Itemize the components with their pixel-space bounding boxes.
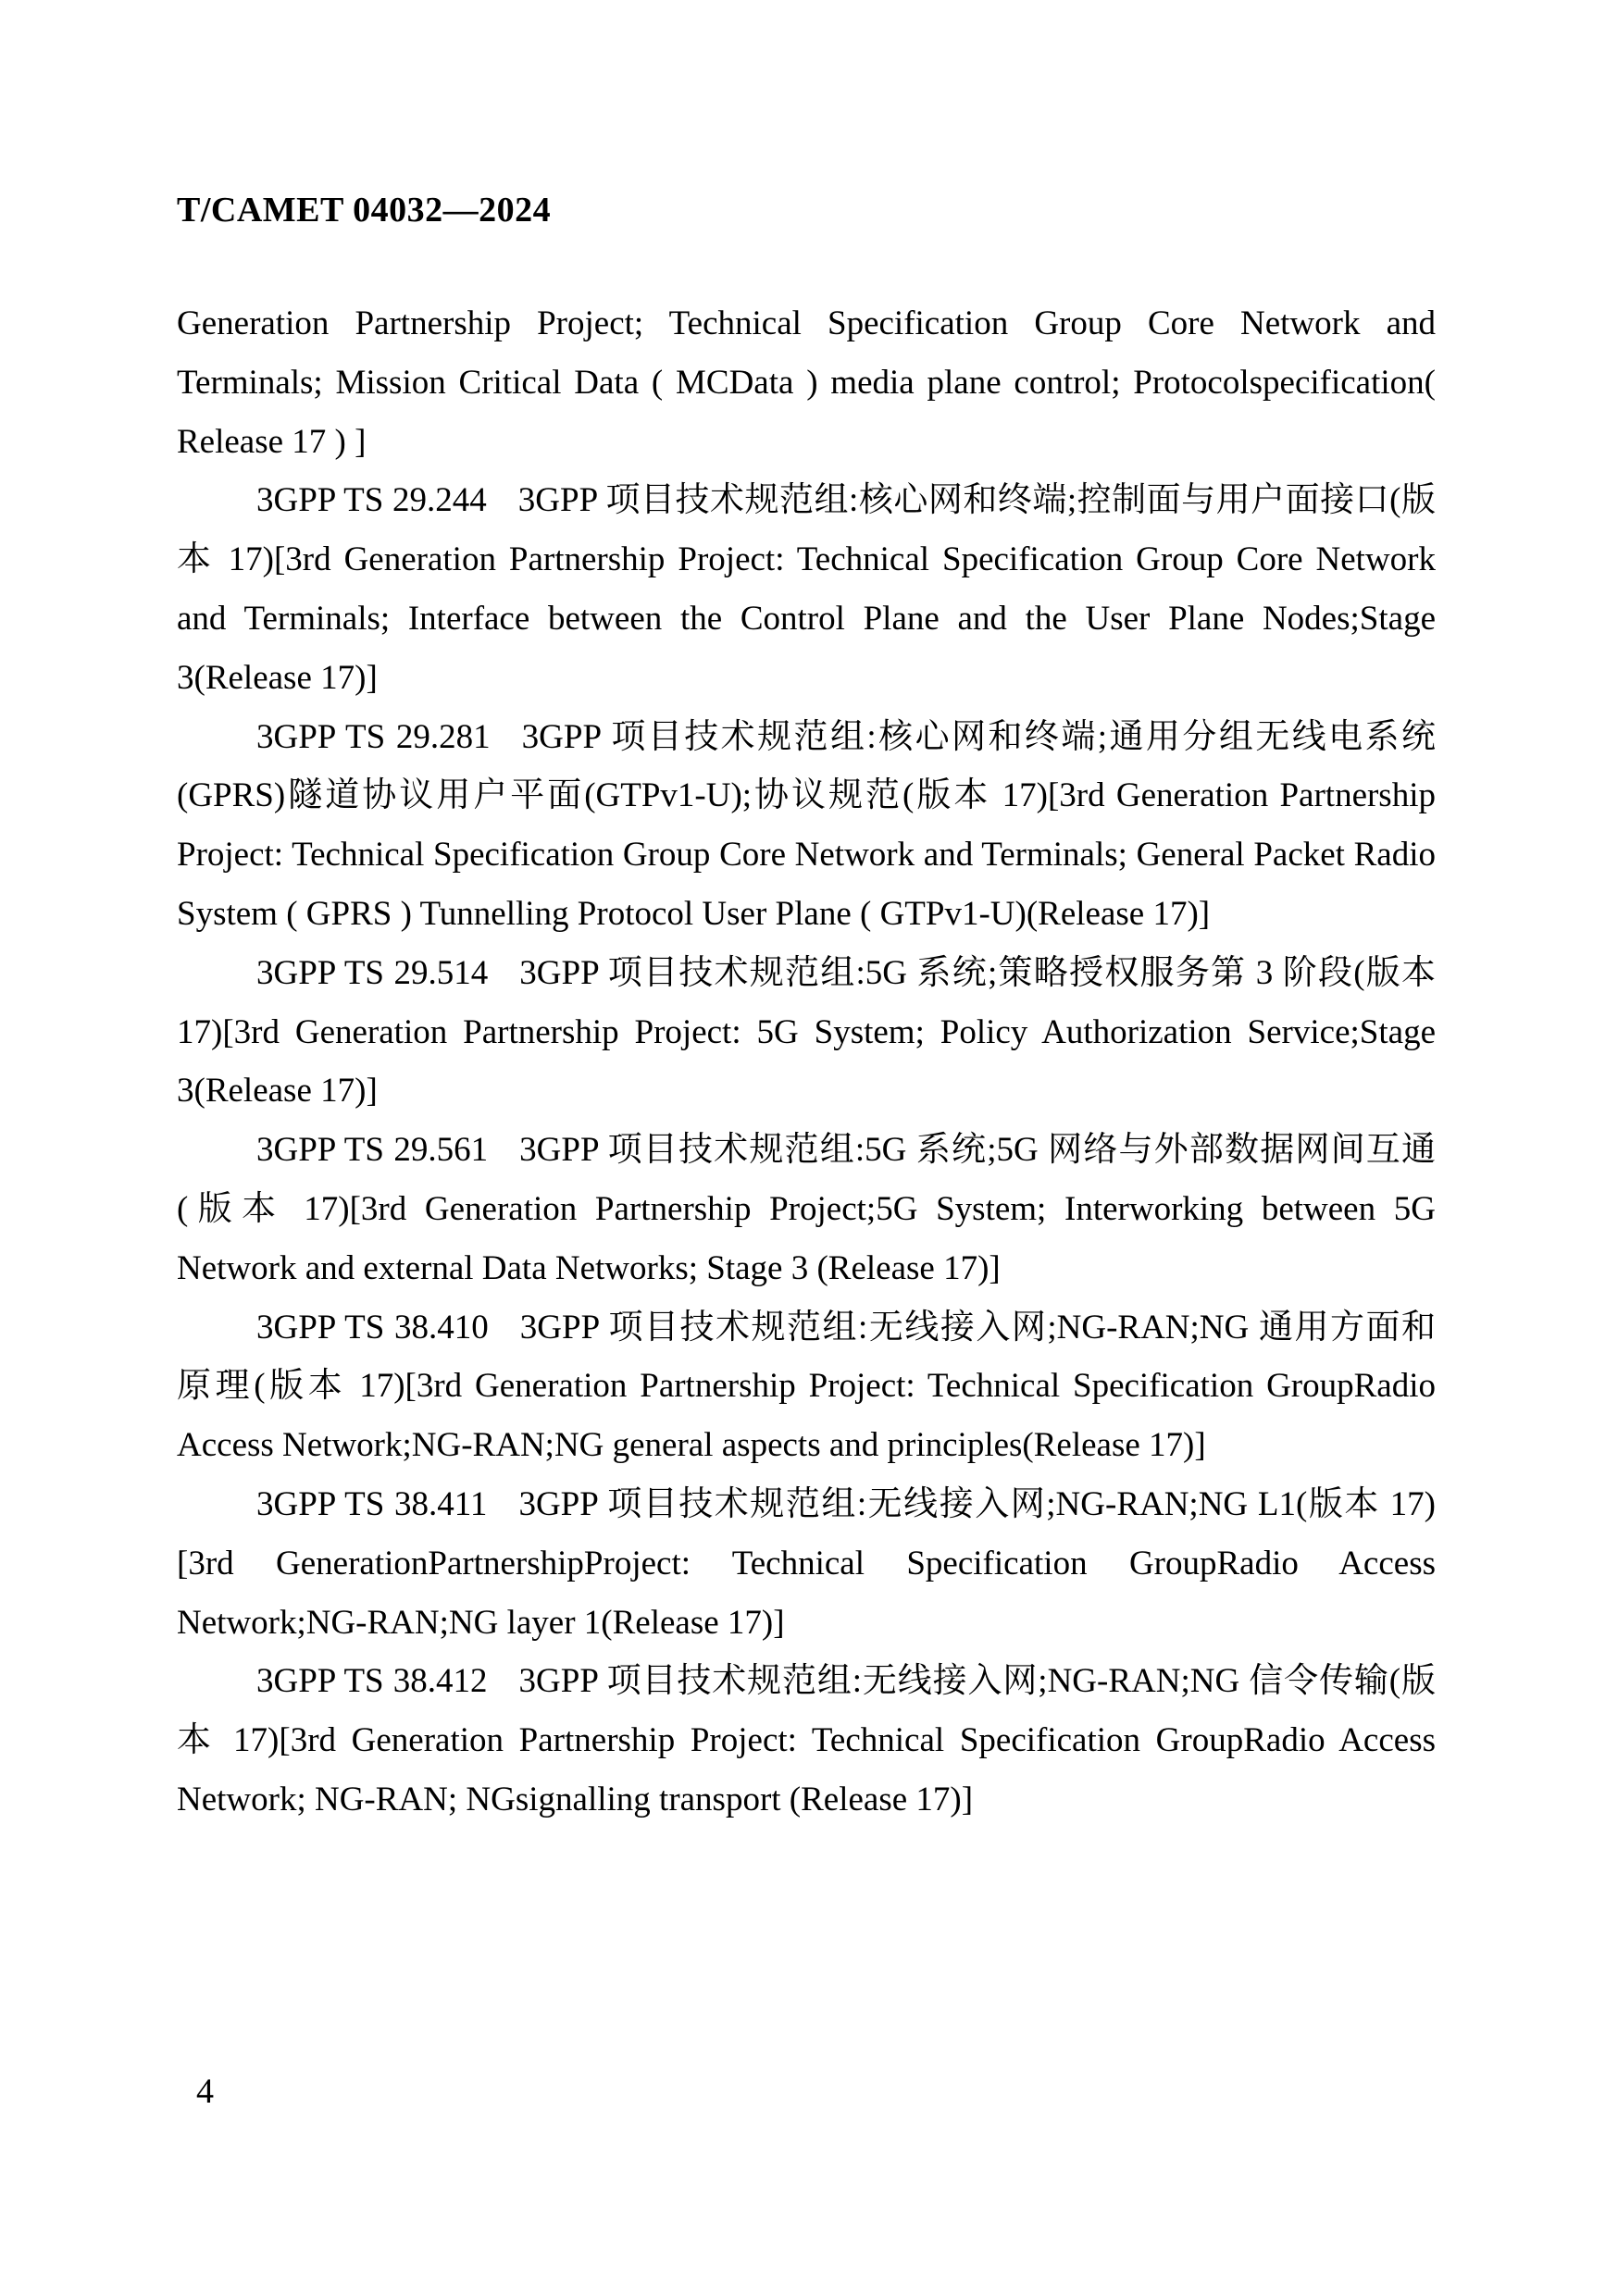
- reference-code: 3GPP TS 38.412: [256, 1662, 488, 1701]
- reference-code: 3GPP TS 29.244: [256, 481, 487, 520]
- reference-text: 3GPP 项目技术规范组:核心网和终端;通用分组无线电系统(GPRS)隧道协议用户平面(GTPv1-U);协议规范(版本 17)[3rd Generation Partnership Project: Technical Specification Group Core Network and Terminals; General Packet Radio System ( GPRS ) Tunnelling Protocol User Plane ( GTPv1-U)(Release 17)]: [177, 717, 1437, 933]
- document-number-header: T/CAMET 04032—2024: [177, 191, 552, 230]
- reference-entry: [177, 1652, 1436, 1829]
- reference-entry: [177, 1121, 1436, 1297]
- references-body: [177, 294, 1436, 1830]
- continued-reference-text: Generation Partnership Project; Technical Specification Group Core Network and Terminals; Mission Critical Data ( MCData ) media plane control; Protocolspecification( Release 17 ) ]: [177, 304, 1436, 461]
- reference-code: 3GPP TS 38.411: [256, 1484, 488, 1523]
- reference-code: 3GPP TS 38.410: [256, 1308, 489, 1347]
- reference-text: 3GPP 项目技术规范组:无线接入网;NG-RAN;NG 信令传输(版本 17)[3rd Generation Partnership Project: Technical Specification GroupRadio Access Network; NG-RAN; NGsignalling transport (Release 17)]: [177, 1662, 1436, 1818]
- reference-entry: [177, 1475, 1436, 1652]
- page-number: 4: [196, 2072, 214, 2111]
- reference-entry: [177, 1298, 1436, 1475]
- reference-text: 3GPP 项目技术规范组:无线接入网;NG-RAN;NG 通用方面和原理(版本 17)[3rd Generation Partnership Project: Technical Specification GroupRadio Access Network;NG-RAN;NG general aspects and principles(Release 17)]: [177, 1308, 1436, 1465]
- reference-entry: [177, 708, 1436, 944]
- reference-entry: [177, 471, 1436, 707]
- reference-code: 3GPP TS 29.514: [256, 953, 489, 992]
- reference-text: 3GPP 项目技术规范组:5G 系统;策略授权服务第 3 阶段(版本 17)[3rd Generation Partnership Project: 5G System; Policy Authorization Service;Stage 3(Release 17)]: [177, 953, 1437, 1111]
- reference-code: 3GPP TS 29.281: [256, 717, 491, 756]
- reference-code: 3GPP TS 29.561: [256, 1131, 489, 1170]
- reference-entry: [177, 944, 1436, 1121]
- reference-text: 3GPP 项目技术规范组:5G 系统;5G 网络与外部数据网间互通(版本 17)[3rd Generation Partnership Project;5G System; Interworking between 5G Network and external Data Networks; Stage 3 (Release 17)]: [177, 1131, 1436, 1287]
- reference-text: 3GPP 项目技术规范组:无线接入网;NG-RAN;NG L1(版本 17)[3rd GenerationPartnershipProject: Technical Specification GroupRadio Access Network;NG-RAN;NG layer 1(Release 17)]: [177, 1484, 1437, 1642]
- reference-text: 3GPP 项目技术规范组:核心网和终端;控制面与用户面接口(版本 17)[3rd Generation Partnership Project: Technical Specification Group Core Network and Terminals; Interface between the Control Plane and the User Plane Nodes;Stage 3(Release 17)]: [177, 481, 1437, 697]
